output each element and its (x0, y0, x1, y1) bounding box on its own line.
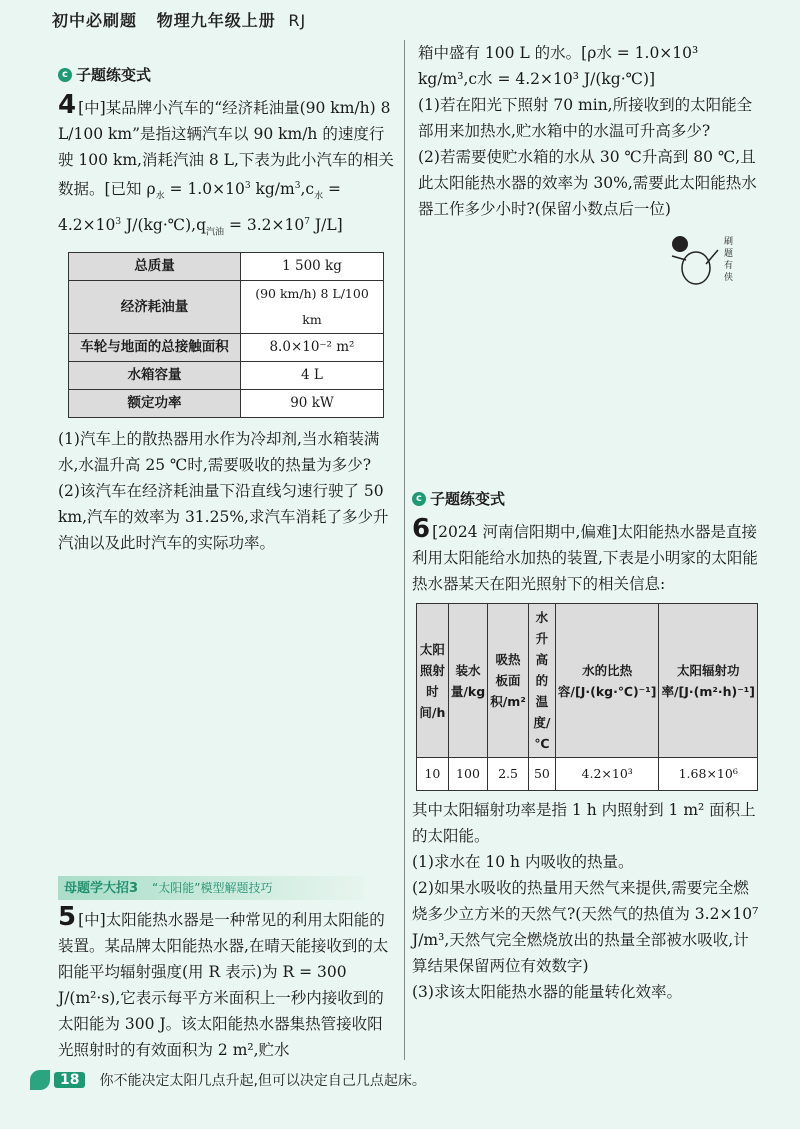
question-5-part-2: (2)若需要使贮水箱的水从 30 ℃升高到 80 ℃,且此太阳能热水器的效率为 30%,需要此太阳能热水器工作多少小时?(保留小数点后一位) (418, 148, 757, 218)
question-5-part-1: (1)若在阳光下照射 70 min,所接收到的太阳能全部用来加热水,贮水箱中的水温可升高多少? (418, 96, 753, 140)
table-row: 水箱容量 4 L (69, 361, 384, 389)
right-column (418, 40, 758, 222)
bird-mascot-icon (666, 230, 746, 290)
table-row: 车轮与地面的总接触面积 8.0×10⁻² m² (69, 333, 384, 361)
subject-name: 物理九年级上册 (156, 11, 276, 30)
question-4-part-1: (1)汽车上的散热器用水作为冷却剂,当水箱装满水,水温升高 25 ℃时,需要吸收的热量为多少? (58, 429, 380, 474)
question-number: 6 (412, 514, 431, 544)
footer-motto: 你不能决定太阳几点升起,但可以决定自己几点起床。 (99, 1073, 426, 1089)
svg-text:有: 有 (724, 261, 734, 271)
question-number: 4 (58, 90, 77, 120)
table-header-row: 太阳照射时间/h 装水量/kg 吸热板面积/m² 水升高的温度/℃ 水的比热容/[J·(kg·℃)⁻¹] 太阳辐射功率/[J·(m²·h)⁻¹] (417, 604, 758, 758)
question-6-part-3: (3)求该太阳能热水器的能量转化效率。 (412, 983, 682, 1001)
table-row: 10 100 2.5 50 4.2×10³ 1.68×10⁶ (417, 758, 758, 791)
page-number: 18 (54, 1072, 85, 1088)
svg-text:刷: 刷 (724, 237, 734, 247)
method-banner: 母题学大招3 “太阳能”模型解题技巧 (58, 876, 364, 900)
question-6-part-2: (2)如果水吸收的热量用天然气来提供,需要完全燃烧多少立方米的天然气?(天然气的热值为 3.2×10⁷ J/m³,天然气完全燃烧放出的热量全部被水吸收,计算结果保留两位有效数字) (412, 879, 759, 975)
car-data-table (68, 252, 384, 418)
section-heading: c 子题练变式 (58, 62, 396, 88)
bullet-icon: c (58, 68, 72, 82)
table-row: 总质量 1 500 kg (69, 252, 384, 280)
table-row: 经济耗油量 (90 km/h) 8 L/100 km (69, 280, 384, 333)
edition: RJ (288, 11, 307, 30)
section-heading: c 子题练变式 (412, 486, 762, 512)
question-6-part-1: (1)求水在 10 h 内吸收的热量。 (412, 853, 634, 871)
page-footer (30, 1066, 770, 1094)
svg-text:题: 题 (724, 249, 734, 259)
question-6-block (412, 486, 762, 1005)
solar-heater-table (416, 603, 758, 791)
table-row: 额定功率 90 kW (69, 389, 384, 417)
left-column (58, 62, 396, 556)
question-number: 5 (58, 902, 77, 932)
column-divider (404, 40, 405, 1060)
question-6-intro: 6 [2024 河南信阳期中,偏难]太阳能热水器是直接利用太阳能给水加热的装置,下表是小明家的太阳能热水器某天在阳光照射下的相关信息: (412, 514, 758, 593)
leaf-icon (30, 1070, 50, 1090)
question-5-text: [中]太阳能热水器是一种常见的利用太阳能的装置。某品牌太阳能热水器,在晴天能接收到的太阳能平均辐射强度(用 R 表示)为 R = 300 J/(m²·s),它表示每平方米面积上一秒内接收到的太阳能为 300 J。该太阳能热水器集热管接收阳光照射时的有效面积为 2 m²,贮水 (58, 911, 389, 1059)
bullet-icon: c (412, 492, 426, 506)
question-6-note: 其中太阳辐射功率是指 1 h 内照射到 1 m² 面积上的太阳能。 (412, 801, 756, 845)
question-5-continued: 箱中盛有 100 L 的水。[ρ水 = 1.0×10³ kg/m³,c水 = 4.2×10³ J/(kg·℃)] (418, 44, 699, 88)
series-name: 初中必刷题 (52, 11, 138, 30)
question-4-intro: 4 [中]某品牌小汽车的“经济耗油量(90 km/h) 8 L/100 km”是指这辆汽车以 90 km/h 的速度行驶 100 km,消耗汽油 8 L,下表为此小汽车的相关数据。[已知 $\rho_水 = 1.0\times 10^3$ $kg/m^3,c_水 = 4.2\times 10^3$ $J/(kg\cdot℃),q_{汽油} = 3.2\times 10^7$ J/L] (58, 90, 394, 238)
running-header (52, 8, 306, 31)
question-4-part-2: (2)该汽车在经济耗油量下沿直线匀速行驶了 50 km,汽车的效率为 31.25%,求汽车消耗了多少升汽油以及此时汽车的实际功率。 (58, 481, 389, 552)
svg-text:侠: 侠 (724, 273, 734, 283)
question-5-start (58, 904, 396, 1063)
